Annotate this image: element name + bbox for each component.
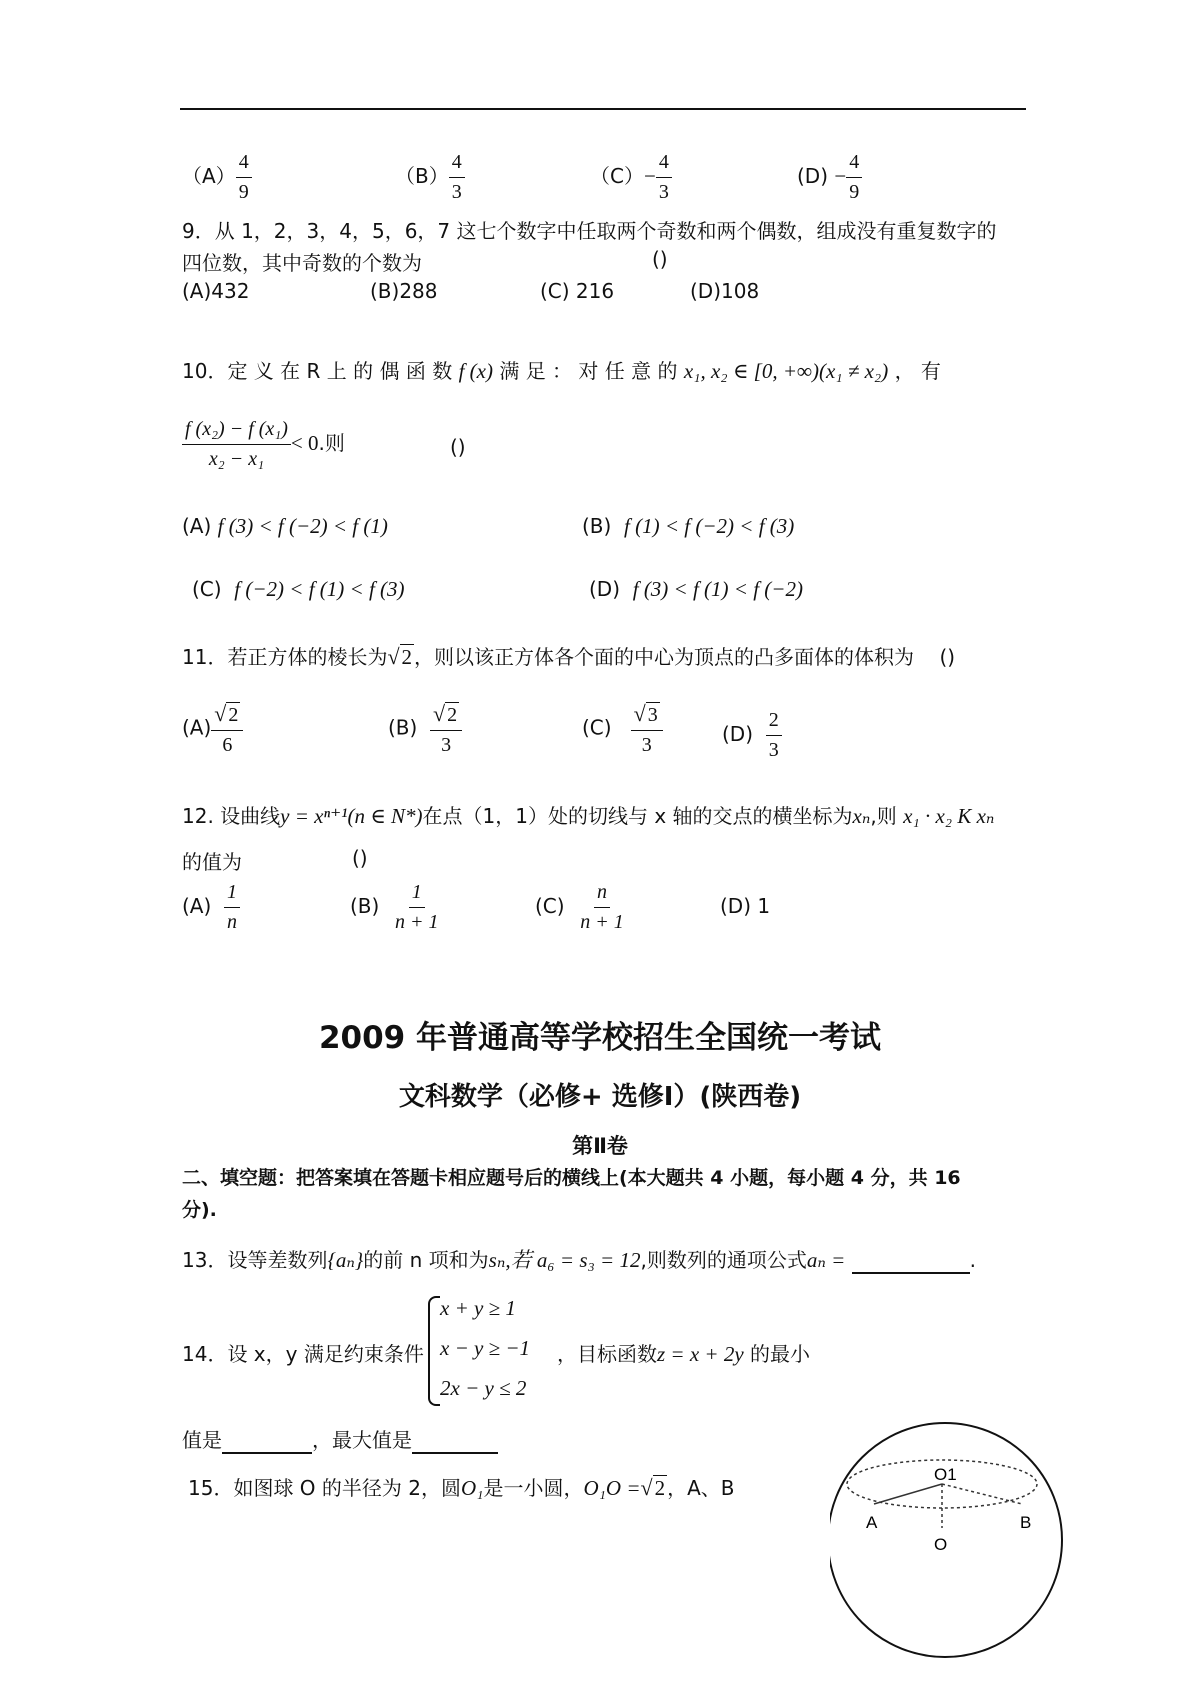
q8-option-a: （A） $\frac{4}{9}$ <box>182 150 252 205</box>
q14-max-blank[interactable] <box>412 1428 498 1454</box>
label-a: A <box>866 1513 878 1532</box>
q8-option-d: (D) − $\frac{4}{9}$ <box>797 150 862 205</box>
q11-option-a: (A) √ 2 6 <box>182 700 243 758</box>
q12-option-a: (A) $\frac{1}{n}$ <box>182 880 240 935</box>
volume-title: 第Ⅱ卷 <box>572 1134 628 1158</box>
q13-answer-blank[interactable] <box>852 1248 970 1274</box>
q10-option-b: (B) f (1) < f (−2) < f (3) <box>582 514 795 538</box>
q10-stem: 10．定 义 在 R 上 的 偶 函 数 f (x) 满 足 ： 对 任 意 的 x₁, x₂ ∈ [0, +∞)(x₁ ≠ x₂) ， 有 <box>182 359 941 383</box>
q8-option-c: （C）− $\frac{4}{3}$ <box>590 150 672 205</box>
section2-instructions-line1: 二、填空题：把答案填在答题卡相应题号后的横线上(本大题共 4 小题，每小题 4 分，共 16 <box>182 1167 961 1189</box>
q12-paren: () <box>352 846 368 870</box>
q10-option-c: (C) f (−2) < f (1) < f (3) <box>192 577 405 601</box>
q12-stem: 12. 设曲线y = xⁿ⁺¹(n ∈ N*)在点（1，1）处的切线与 x 轴的交点的横坐标为xₙ,则 x₁ · x₂ K xₙ <box>182 804 995 828</box>
radius-o1-b <box>942 1484 1022 1504</box>
exam-subtitle: 文科数学（必修+ 选修Ⅰ）(陕西卷) <box>398 1082 802 1112</box>
q14-constraint-2: x − y ≥ −1 <box>440 1336 531 1360</box>
q14-stem: 14．设 x，y 满足约束条件 <box>182 1342 424 1366</box>
label-o1: O1 <box>934 1465 957 1484</box>
q15-stem: 15．如图球 O 的半径为 2，圆O₁是一小圆，O₁O = √ 2 ，A、B <box>188 1475 735 1500</box>
top-rule <box>180 108 1026 110</box>
q9-line2: 四位数，其中奇数的个数为 <box>182 251 422 275</box>
q14-constraint-1: x + y ≥ 1 <box>440 1296 516 1320</box>
label-o: O <box>934 1535 948 1554</box>
label-b: B <box>1020 1513 1032 1532</box>
q12-line2: 的值为 <box>182 850 242 874</box>
q14-objective: ，目标函数z = x + 2y 的最小 <box>557 1342 811 1366</box>
exam-title: 2009 年普通高等学校招生全国统一考试 <box>318 1020 882 1056</box>
q10-condition: $\frac{\text{f (x₂) − f (x₁)}}{\text{x₂ − x₁}}$ < 0.则 <box>182 417 345 472</box>
section2-instructions-line2: 分). <box>182 1199 217 1221</box>
q8-option-b: （B） $\frac{4}{3}$ <box>395 150 465 205</box>
q9-paren: () <box>652 247 668 271</box>
q14-constraint-3: 2x − y ≤ 2 <box>440 1376 527 1400</box>
q9-option-d: (D)108 <box>690 279 760 303</box>
q12-option-d: (D) 1 <box>720 894 771 918</box>
q9-option-a: (A)432 <box>182 279 250 303</box>
q10-option-d: (D) f (3) < f (1) < f (−2) <box>589 577 803 601</box>
q10-paren: () <box>450 435 466 459</box>
q11-stem: 11．若正方体的棱长为 √ 2 ，则以该正方体各个面的中心为顶点的凸多面体的体积为 () <box>182 644 956 669</box>
q12-option-b: (B) $\frac{1}{n + 1}$ <box>350 881 439 933</box>
q14-min-blank[interactable] <box>222 1428 312 1454</box>
q14-line2: 值是 ，最大值是 <box>182 1424 498 1454</box>
q12-option-c: (C) $\frac{n}{n + 1}$ <box>535 881 624 933</box>
radius-o1-a <box>874 1484 942 1504</box>
q11-option-d: (D) $\frac{2}{3}$ <box>722 708 782 763</box>
q10-option-a: (A) f (3) < f (−2) < f (1) <box>182 514 388 538</box>
sphere-figure <box>830 1400 1070 1680</box>
q9-option-b: (B)288 <box>370 279 438 303</box>
q9-line1: 9．从 1，2，3，4，5，6，7 这七个数字中任取两个奇数和两个偶数，组成没有重复数字的 <box>182 219 997 243</box>
q11-option-b: (B) √ 2 3 <box>388 700 462 758</box>
q9-option-c: (C) 216 <box>540 279 615 303</box>
q11-option-c: (C) √ 3 3 <box>582 700 663 758</box>
q13-stem: 13．设等差数列{aₙ}的前 n 项和为sₙ,若 a₆ = s₃ = 12,则数列的通项公式aₙ = . <box>182 1248 976 1272</box>
q14-constraint-brace <box>428 1296 440 1406</box>
